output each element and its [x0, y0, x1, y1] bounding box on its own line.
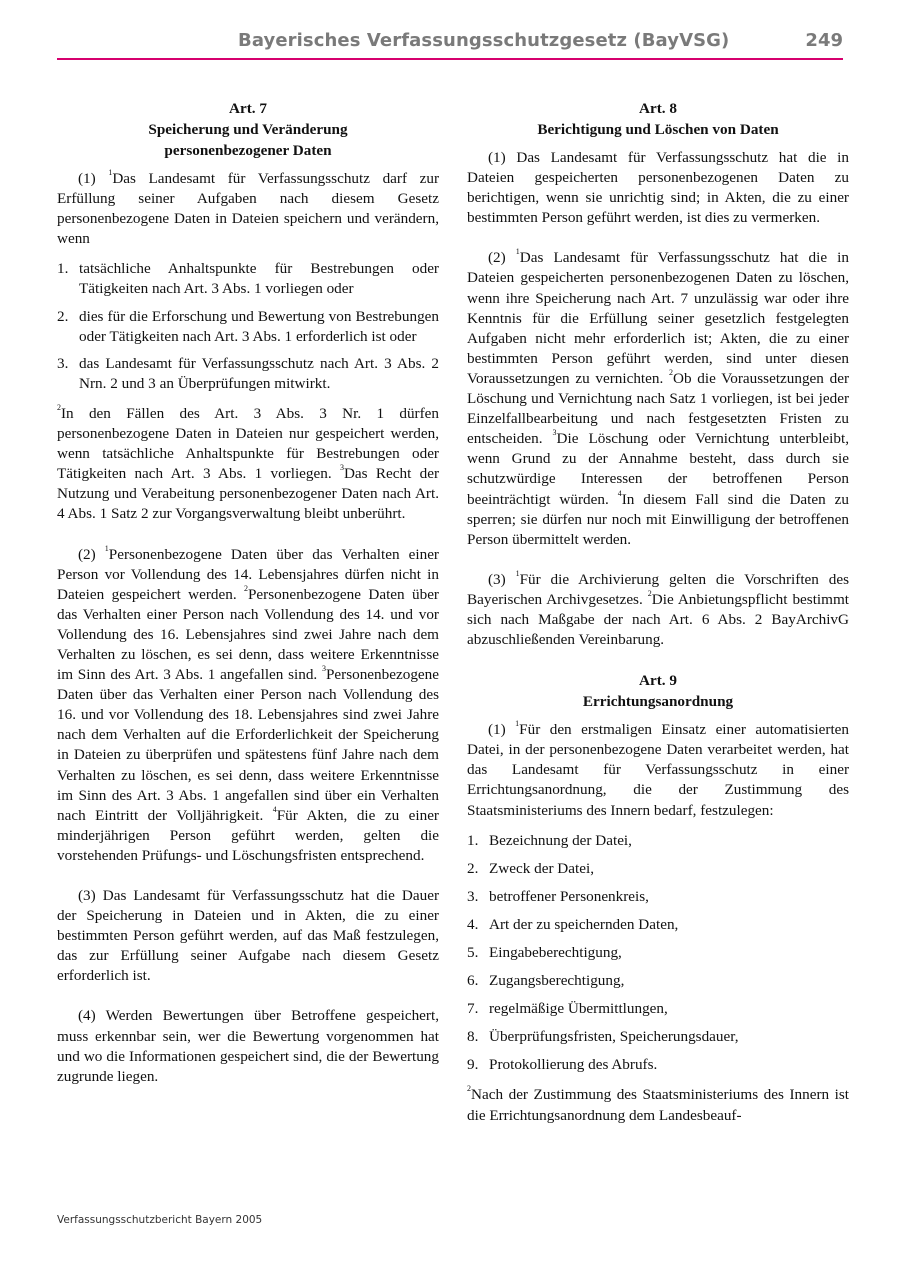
list-item: 6. Zugangsberechtigung,	[467, 972, 625, 990]
running-title: Bayerisches Verfassungsschutzgesetz (BayVSG)	[238, 30, 730, 51]
art9-paragraph-1: (1) $^1$Für den erstmaligen Einsatz einer automatisierten Datei, in der personenbezogene Daten verarbeitet werden, hat das Landesamt für Verfassungsschutz in einer Errichtungsanordnung, die der Zustimmung des Staatsministeriums des Innern bedarf, festzulegen:	[467, 719, 849, 819]
right-column	[467, 98, 849, 1126]
list-item: 9. Protokollierung des Abrufs.	[467, 1056, 658, 1074]
art9-number: Art. 9	[639, 672, 677, 690]
list-item: 5. Eingabeberechtigung,	[467, 944, 622, 961]
art8-title: Berichtigung und Löschen von Daten	[537, 121, 779, 138]
art9-list	[467, 831, 849, 1076]
art8-paragraph-2: (2) $^1$Das Landesamt für Verfassungsschutz hat die in Dateien gespeicherten personenbezogenen Daten zu löschen, wenn ihre Speicherung nach Art. 7 unzulässig war oder ihre Kenntnis für die Erfüllung seiner gesetzlich festgelegten Aufgaben nicht mehr erforderlich ist; Akten, die zu einer bestimmten Person geführt werden, sind unter diesen Voraussetzungen zu vernichten. $^2$Ob die Voraussetzungen der Löschung und Vernichtung nach Satz 1 vorliegen, ist bei jeder Einzelfallbearbeitung und nach festgesetzten Fristen zu entscheiden. $^3$Die Löschung oder Vernichtung unterbleibt, wenn Grund zu der Annahme besteht, dass durch sie schutzwürdige Interessen der betroffenen Person beeinträchtigt würden. $^4$In diesem Fall sind die Daten zu sperren; sie dürfen nur noch mit Einwilligung der betroffenen Person übermittelt werden.	[467, 247, 849, 548]
art9-heading	[467, 670, 849, 712]
art8-paragraph-1: (1) Das Landesamt für Verfassungsschutz hat die in Dateien gespeicherten personenbezogenen Daten zu berichtigen, wenn sie unrichtig sind; in Akten, die zu einer bestimmten Person geführt werden, ist dies zu vermerken.	[467, 149, 849, 227]
art8-heading	[467, 98, 849, 140]
list-item: 2. dies für die Erforschung und Bewertung von Bestrebungen oder Tätigkeiten nach Art. 3 Abs. 1 erforderlich ist oder	[57, 307, 439, 345]
page-footer: Verfassungsschutzbericht Bayern 2005	[57, 1214, 263, 1226]
left-column	[57, 98, 439, 1087]
art7-title-line2: personenbezogener Daten	[164, 142, 332, 159]
art7-paragraph-3: (3) Das Landesamt für Verfassungsschutz hat die Dauer der Speicherung in Dateien und in Akten, die zu einer bestimmten Person geführt werden, auf das Maß festzulegen, das zur Erfüllung seiner Aufgabe nach diesem Gesetz erforderlich ist.	[57, 887, 439, 985]
list-item: 2. Zweck der Datei,	[467, 859, 594, 877]
art7-paragraph-4: (4) Werden Bewertungen über Betroffene gespeichert, muss erkennbar sein, wer die Bewertung vorgenommen hat und wo die Informationen gespeichert sind, die der Bewertung zugrunde liegen.	[57, 1007, 439, 1085]
list-item: 1. Bezeichnung der Datei,	[467, 831, 632, 849]
list-item: 1. tatsächliche Anhaltspunkte für Bestrebungen oder Tätigkeiten nach Art. 3 Abs. 1 vorliegen oder	[57, 260, 439, 298]
art9-title: Errichtungsanordnung	[582, 693, 734, 711]
art8-number: Art. 8	[639, 100, 677, 117]
art7-paragraph-2: (2) $^1$Personenbezogene Daten über das Verhalten einer Person vor Vollendung des 14. Lebensjahres dürfen nicht in Dateien gespeichert werden. $^2$Personenbezogene Daten über das Verhalten einer Person nach Vollendung des 14. und vor Vollendung des 16. Lebensjahres sind zwei Jahre nach dem Verhalten zu löschen, es sei denn, dass weitere Erkenntnisse im Sinn des Art. 3 Abs. 1 angefallen sind. $^3$Personenbezogene Daten über das Verhalten einer Person nach Vollendung des 16. und vor Vollendung des 18. Lebensjahres sind zwei Jahre nach dem Verhalten auf die Erforderlichkeit der Speicherung in Dateien zu überprüfen und spätestens fünf Jahre nach dem Verhalten zu löschen, es sei denn, dass weitere Erkenntnisse im Sinn des Art. 3 Abs. 1 angefallen sind über ein Verhalten nach Eintritt der Volljährigkeit. $^4$Für Akten, die zu einer minderjährigen Person geführt werden, gelten die vorstehenden Prüfungs- und Löschungsfristen entsprechend.	[57, 543, 439, 864]
list-item: 3. betroffener Personenkreis,	[467, 887, 649, 905]
art7-paragraph-1-continued: $^2$In den Fällen des Art. 3 Abs. 3 Nr. 1 dürfen personenbezogene Daten in Dateien nur gespeichert werden, wenn tatsächliche Anhaltspunkte für Bestrebungen oder Tätigkeiten nach Art. 3 Abs. 1 vorliegen. $^3$Das Recht der Nutzung und Verabeitung personenbezogener Daten nach Art. 4 Abs. 1 Satz 2 zur Vorgangsverwaltung bleibt unberührt.	[57, 402, 440, 523]
art8-paragraph-3: (3) $^1$Für die Archivierung gelten die Vorschriften des Bayerischen Archivgesetzes. $^2$Die Anbietungspflicht bestimmt sich nach Maßgabe der nach Art. 6 Abs. 2 BayArchivG abzuschließenden Vereinbarung.	[467, 568, 849, 649]
art9-paragraph-1-continued: $^2$Nach der Zustimmung des Staatsministeriums des Innern ist die Errichtungsanordnung dem Landesbeauf-	[467, 1084, 849, 1124]
art7-paragraph-1: (1) $^1$Das Landesamt für Verfassungsschutz darf zur Erfüllung seiner Aufgaben nach diesem Gesetz personenbezogene Daten in Dateien speichern und verändern, wenn	[57, 168, 439, 248]
list-item: 4. Art der zu speichernden Daten,	[467, 915, 679, 933]
page-header	[57, 28, 843, 60]
list-item: 3. das Landesamt für Verfassungsschutz nach Art. 3 Abs. 2 Nrn. 2 und 3 an Überprüfungen mitwirkt.	[57, 354, 439, 392]
art7-title-line1: Speicherung und Veränderung	[148, 121, 348, 138]
list-item: 7. regelmäßige Übermittlungen,	[467, 1000, 668, 1018]
art7-heading	[57, 98, 439, 161]
art7-number: Art. 7	[229, 100, 267, 117]
page-number: 249	[805, 30, 843, 51]
list-item: 8. Überprüfungsfristen, Speicherungsdauer,	[467, 1028, 739, 1046]
art7-list	[57, 259, 439, 394]
